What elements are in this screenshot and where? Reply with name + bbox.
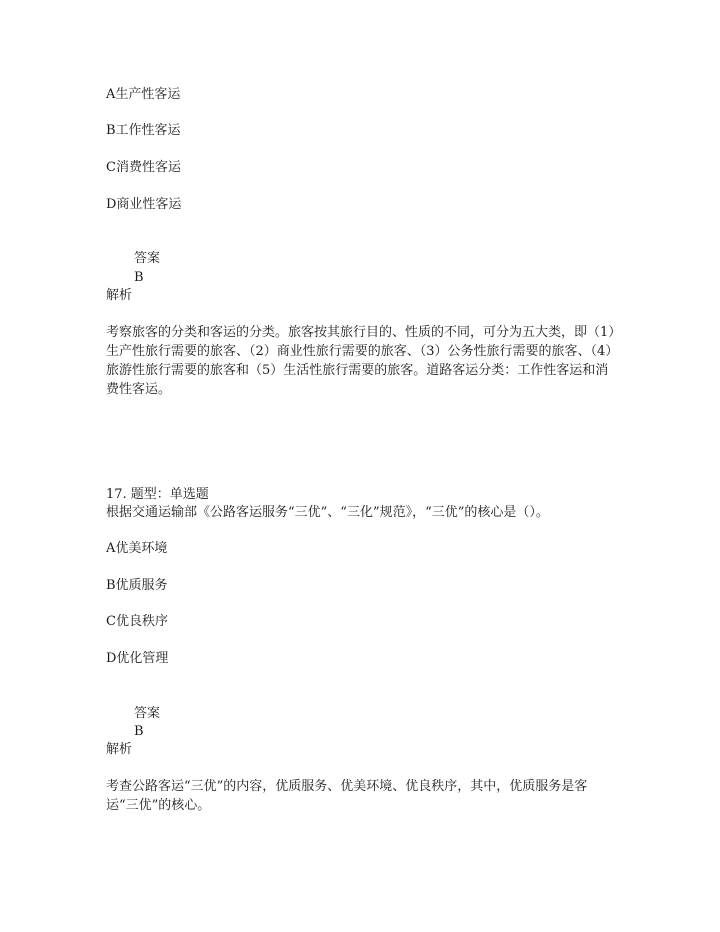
option-c: C消费性客运	[106, 160, 181, 175]
option-b: B工作性客运	[106, 123, 181, 138]
analysis-label: 解析	[106, 742, 133, 757]
option-c: C优良秩序	[106, 614, 168, 629]
option-d: D优化管理	[106, 651, 169, 666]
answer-label: 答案	[134, 251, 161, 266]
question-header: 17. 题型：单选题	[106, 487, 209, 502]
option-a: A优美环境	[106, 541, 168, 556]
option-b: B优质服务	[106, 578, 168, 593]
analysis-text: 考察旅客的分类和客运的分类。旅客按其旅行目的、性质的不同，可分为五大类，即（1）生产性旅行需要的旅客、（2）商业性旅行需要的旅客、（3）公务性旅行需要的旅客、（4）旅游性旅行需要的旅客和（5）生活性旅行需要的旅客。道路客运分类：工作性客运和消费性客运。	[106, 325, 615, 397]
answer-label: 答案	[134, 706, 161, 721]
option-d: D商业性客运	[106, 197, 182, 212]
analysis-label: 解析	[106, 288, 133, 303]
answer-value: B	[134, 724, 144, 739]
answer-value: B	[134, 270, 144, 285]
option-a: A生产性客运	[106, 87, 181, 102]
analysis-text: 考查公路客运“三优”的内容，优质服务、优美环境、优良秩序，其中，优质服务是客运“三优”的核心。	[106, 779, 588, 813]
question-text: 根据交通运输部《公路客运服务“三优”、“三化”规范》，“三优”的核心是（）。	[106, 505, 549, 520]
